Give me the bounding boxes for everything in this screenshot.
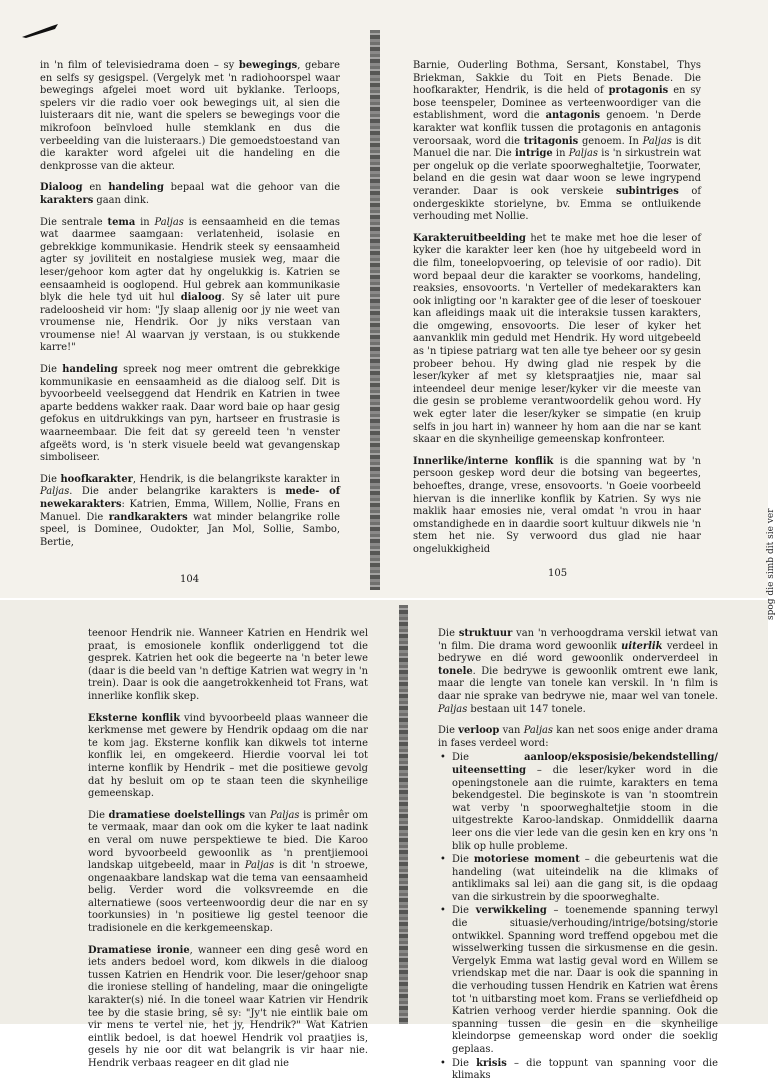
paragraph-movements: in 'n film of televisiedrama doen – sy bewegings, gebare en selfs sy gesigspel. (Vergelyk met 'n radiohoorspel waar bewegings afgelei moet word uit byklanke. Terloops, spelers vir die radio voer ook bewegings uit, al sien die luisteraars dit nie, want die spelers se bewegings voor die mikrofoon beïnvloed hulle stemklank en dus die verbeelding van die luisteraars.) Die gemoedstoestand van die karakter word afgelei uit die handeling en die denkprosse van die akteur.: [40, 60, 340, 172]
paragraph-dramatic-irony: Dramatiese ironie, wanneer een ding gesê word en iets anders bedoel word, kom dikwels in die dialoog tussen Katrien en Hendrik voor. Die leser/gehoor snap die ironiese stelling of handeling, maar die oningeligte karakter(s) nié. In die toneel waar Katrien vir Hendrik tee by die stasie bring, sê sy: "Jy't nie eintlik baie om vir mens te vertel nie, het jy, Hendrik?" Wat Katrien eintlik bedoel, is dat hoewel Hendrik vol praatjies is, gesels hy nie oor dit wat belangrik is vir haar nie. Hendrik verbaas reageer en dit glad nie: [88, 944, 368, 1069]
paragraph-dialogue-action: Dialoog en handeling bepaal wat die gehoor van die karakters gaan dink.: [40, 182, 340, 206]
list-item: • Die aanloop/eksposisie/bekendstelling/ uiteensetting – die leser/kyker word in die openingstonele aan die ruimte, karakters en tema bekendgestel. Die beginskote is van 'n stoomtrein wat verby 'n spoorweghaltetjie stoom in die uitgestrekte Karoo-landskap. Onmiddellik daarna leer ons die vier lede van die gesin ken en kry ons 'n blik op hulle probleme.: [438, 752, 718, 853]
paragraph-course: Die verloop van Paljas kan net soos enige ander drama in fases verdeel word:: [438, 725, 719, 749]
paragraph-dramatic-aims: Die dramatiese doelstellings van Paljas is primêr om te vermaak, maar dan ook om die kyker te laat nadink en veral om nuwe perspektiewe te bied. Die Karoo word byvoorbeeld gewoonlik as 'n prentjiemooi landskap uitgebeeld, maar in Paljas is dit 'n stroewe, ongenaakbare landskap wat die tema van eensaamheid belig. Verder word die volksvreemde en die alternatiewe (soos verteenwoordig deur die nar en sy toorkunsies) in 'n positiewe lig gestel teenoor die tradisionele en die kerkgemeenskap.: [88, 809, 368, 935]
cut-off-page-fragment: spog die simb dit sie ver: [766, 508, 776, 620]
page-105-column: [413, 60, 701, 557]
paragraph-theme: Die sentrale tema in Paljas is eensaamheid en die temas wat daarmee saamgaan: verlatenheid, isolasie en gebrekkige kommunikasie. Hendrik steek sy eensaamheid agter sy joviliteit en nostalgiese musiek weg, maar die leser/gehoor kom agter dat hy ongelukkig is. Katrien se eensaamheid is ooglopend. Hul gebrek aan kommunikasie blyk die hele tyd uit hul dialoog. Sy sê later uit pure radeloosheid vir hom: "Jy slaap allenig oor jy nie weet van vroumense nie, Hendrik. Oor jy niks verstaan van vroumense nie! Al waarvan jy verstaan, is ou stukkende karre!": [40, 216, 340, 354]
paragraph-inner-conflict: Innerlike/interne konflik is die spanning wat by 'n persoon geskep word deur die botsing van begeertes, behoeftes, drange, vrese, ensovoorts. 'n Goeie voorbeeld hiervan is die innerlike konflik by Katrien. Sy wys nie maklik haar emosies nie, veral omdat 'n vrou in haar omstandighede en in daardie soort kultuur dikwels nie 'n stem het nie. Sy verwoord dus glad nie haar ongelukkigheid: [413, 455, 701, 555]
list-item: • Die verwikkeling – toenemende spanning terwyl die situasie/verhouding/intrige/botsing/storie ontwikkel. Spanning word treffend opgebou met die wisselwerking tussen die sirkusmense en die gesin. Vergelyk Emma wat lastig geval word en Willem se vriendskap met die nar. Daar is ook die spanning in die verhouding tussen Hendrik en Katrien wat êrens tot 'n uitbarsting moet kom. Frans se verliefdheid op Katrien verhoog verder hierdie spanning. Ook die spanning tussen die gesin en die skynheilige kleindorpse gemeenskap word onder die soeklig geplaas.: [438, 905, 718, 1056]
paragraph-structure: Die struktuur van 'n verhoogdrama verskil ietwat van 'n film. Die drama word gewoonlik uiterlik verdeel in bedrywe en dié word gewoonlik onderverdeel in tonele. Die bedrywe is gewoonlik omtrent ewe lank, maar die lengte van tonele kan verskil. In 'n film is daar nie sprake van bedrywe nie, maar wel van tonele. Paljas bestaan uit 147 tonele.: [438, 628, 719, 715]
book-gutter: [399, 605, 408, 1024]
paragraph-katrien-conflict: teenoor Hendrik nie. Wanneer Katrien en Hendrik wel praat, is emosionele konflik onderliggend tot die gesprek. Katrien het ook die begeerte na 'n beter lewe (daar is die beeld van 'n deftige Katrien wat wegry in 'n trein). Daar is ook die aangetrokkenheid tot Frans, wat innerlike konflik skep.: [88, 628, 368, 702]
list-item: • Die motoriese moment – die gebeurtenis wat die handeling (wat uiteindelik na die klimaks of antiklimaks sal lei) aan die gang sit, is die opdaag van die sirkustrein by die spoorweghalte.: [438, 854, 718, 904]
list-item: • Die krisis – die toppunt van spanning voor die klimaks: [438, 1058, 718, 1083]
book-gutter: [370, 30, 380, 590]
paragraph-main-character: Die hoofkarakter, Hendrik, is die belangrikste karakter in Paljas. Die ander belangrike karakters is mede- of newekarakters: Katrien, Emma, Willem, Nollie, Frans en Manuel. Die randkarakters wat minder belangrike rolle speel, is Dominee, Oudokter, Jan Mol, Sollie, Sambo, Bertie,: [40, 473, 341, 548]
drama-phases-list: [438, 752, 718, 1082]
bottom-left-column: [88, 628, 368, 1071]
bottom-right-column: [438, 628, 718, 1084]
paragraph-external-conflict: Eksterne konflik vind byvoorbeeld plaas wanneer die kerkmense met gewere by Hendrik opdaag om die nar te kom jag. Eksterne konflik kan dikwels tot interne konflik lei, en omgekeerd. Hierdie voorval lei tot interne konflik by Hendrik – met die positiewe gevolg dat hy besluit om op te staan teen die skynheilige gemeenskap.: [88, 712, 368, 800]
paragraph-characterisation: Karakteruitbeelding het te make met hoe die leser of kyker die karakter leer ken (hoe hy uitgebeeld word in die film, toneelopvoering, op televisie of oor radio). Dit word bepaal deur die karakter se voorkoms, handeling, reaksies, ensovoorts. 'n Verteller of medekarakters kan ook inligting oor 'n karakter gee of die leser of toeskouer kan afleidings maak uit die interaksie tussen karakters, die omgewing, ensovoorts. Die leser of kyker het aanvanklik min geduld met Hendrik. Hy word uitgebeeld as 'n tipiese patriarg wat ten alle tye beheer oor sy gesin probeer behou. Hy dwing glad nie respek by die leser/kyker af met sy kletspraatjies nie, maar sal inteendeel deur menige leser/kyker vir die meeste van die gesin se probleme verantwoordelik gehou word. Hy wek egter later die leser/kyker se simpatie (en kruip selfs in jou hart in) wanneer hy hom aan die nar se kant skaar en die skynheilige gemeenskap konfronteer.: [413, 232, 701, 446]
page-number-104: 104: [180, 574, 200, 585]
page-number-105: 105: [548, 568, 568, 579]
paragraph-characters-roles: Barnie, Ouderling Bothma, Sersant, Konstabel, Thys Briekman, Sakkie du Toit en Piets Benade. Die hoofkarakter, Hendrik, is die held of protagonis en sy bose teenspeler, Dominee as verteenwoordiger van die establishment, word die antagonis genoem. 'n Derde karakter wat konflik tussen die protagonis en antagonis veroorsaak, word die tritagonis genoem. In Paljas is dit Manuel die nar. Die intrige in Paljas is 'n sirkustrein wat per ongeluk op die verlate spoorweghaltetjie, Toorwater, beland en die gesin wat daar woon se lewe ingrypend verander. Daar is ook verskeie subintriges of ondergeskikte storielyne, bv. Emma se ontluikende verhouding met Nollie.: [413, 60, 702, 223]
pen-nib-icon: [22, 24, 58, 38]
page-104-column: [40, 60, 340, 549]
paragraph-action: Die handeling spreek nog meer omtrent die gebrekkige kommunikasie en eensaamheid as die dialoog self. Dit is byvoorbeeld veelseggend dat Hendrik en Katrien in twee aparte beddens wakker raak. Daar word baie op haar gesig gefokus en uitdrukkings van pyn, hartseer en frustrasie is waarneembaar. Die feit dat sy gereeld teen 'n venster afgeëts word, is 'n sterk visuele beeld wat gevangenskap simboliseer.: [40, 364, 340, 464]
